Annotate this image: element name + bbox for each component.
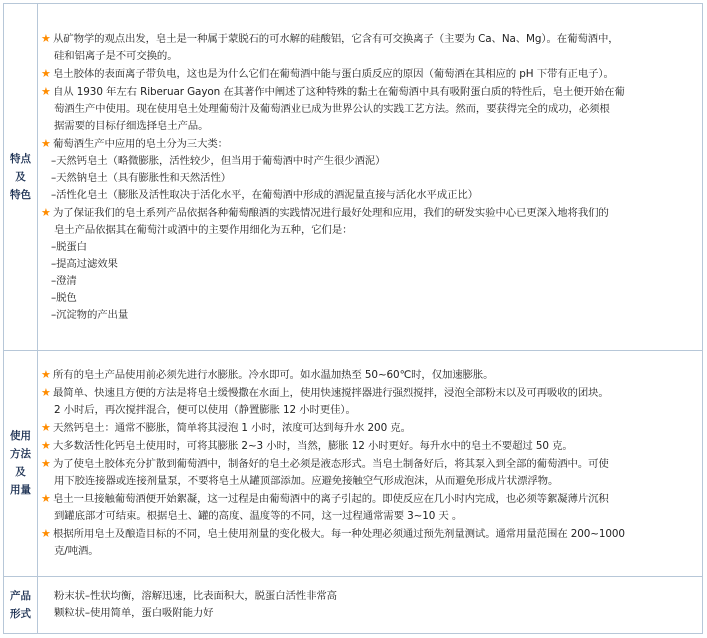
usage-line (41, 543, 698, 560)
usage-line-text: 2 小时后，再次搅拌混合，便可以使用（静置膨胀 12 小时更佳）。 (54, 404, 356, 417)
features-line (41, 273, 698, 290)
features-line-text: –沉淀物的产出量 (51, 308, 129, 321)
features-line (41, 48, 698, 65)
features-line-text: –天然钙皂土（略微膨胀，活性较少，但当用于葡萄酒中时产生很少酒泥） (51, 154, 386, 167)
usage-line-text: 到罐底部才可结束。根据皂土、罐的高度、温度等的不同，这一过程通常需要 3~10 天 。 (54, 510, 463, 523)
forms-label-line: 产品 (10, 589, 31, 602)
features-line (41, 256, 698, 273)
usage-label-line: 方法 (10, 448, 31, 461)
features-line-text: –提高过滤效果 (51, 257, 118, 270)
features-line-text: –脱色 (51, 291, 77, 304)
usage-label-line: 使用 (10, 430, 31, 443)
star-icon: ★ (41, 492, 51, 506)
features-content (38, 4, 703, 351)
features-label (4, 4, 38, 351)
forms-content (38, 576, 703, 633)
star-icon: ★ (41, 439, 51, 453)
features-line-text: 皂土产品依据其在葡萄汁或酒中的主要作用细化为五种，它们是： (54, 223, 353, 236)
forms-line-text: 颗粒状–使用简单，蛋白吸附能力好 (54, 606, 214, 619)
usage-line-text: 所有的皂土产品使用前必须先进行水膨胀。冷水即可。如水温加热至 50~60℃时，仅加速膨胀。 (53, 369, 494, 382)
star-icon: ★ (41, 527, 51, 541)
usage-line (41, 490, 698, 508)
features-line (41, 204, 698, 222)
forms-label (4, 576, 38, 633)
star-icon: ★ (41, 368, 51, 382)
features-line (41, 135, 698, 153)
features-line (41, 65, 698, 83)
usage-line (41, 473, 698, 490)
usage-line-text: 皂土一旦接触葡萄酒便开始絮凝，这一过程是由葡萄酒中的离子引起的。即使反应在几小时内完成，也必须等絮凝薄片沉积 (53, 493, 609, 506)
features-line (41, 187, 698, 204)
usage-line-text: 大多数活性化钙皂土使用时，可将其膨胀 2~3 小时，当然，膨胀 12 小时更好。每升水中的皂土不要超过 50 克。 (53, 440, 573, 453)
features-line-text: 从矿物学的观点出发，皂土是一种属于蒙脱石的可水解的硅酸铝，它含有可交换离子（主要为 Ca、Na、Mg）。在葡萄酒中， (53, 32, 619, 45)
star-icon: ★ (41, 84, 51, 98)
star-icon: ★ (41, 457, 51, 471)
features-line (41, 239, 698, 256)
usage-line (41, 419, 698, 437)
usage-line (41, 437, 698, 455)
features-line (41, 101, 698, 118)
features-label-line: 特点 (10, 152, 31, 165)
features-row (4, 4, 703, 351)
features-line-text: –澄清 (51, 274, 77, 287)
features-line (41, 83, 698, 101)
usage-line-text: 用下胶连接器或连接剂量泵，不要将皂土从罐顶部添加。应避免接触空气形成泡沫，从而避免形成片状漂浮物。 (54, 475, 559, 488)
star-icon: ★ (41, 31, 51, 45)
usage-line (41, 508, 698, 525)
features-line-text: 皂土胶体的表面离子带负电，这也是为什么它们在葡萄酒中能与蛋白质反应的原因（葡萄酒在其相应的 pH 下带有正电子）。 (53, 67, 614, 80)
features-line (41, 290, 698, 307)
features-line (41, 118, 698, 135)
usage-line (41, 366, 698, 384)
features-label-line: 特色 (10, 188, 31, 201)
usage-line-text: 根据所用皂土及酿造目标的不同，皂土使用剂量的变化极大。每一种处理必须通过预先剂量测试。通常用量范围在 200~1000 (53, 528, 625, 541)
usage-line-text: 为了使皂土胶体充分扩散到葡萄酒中，制备好的皂土必须是液态形式。当皂土制备好后，将其泵入到全部的葡萄酒中。可使 (53, 458, 609, 471)
features-line (41, 222, 698, 239)
features-line-text: 为了保证我们的皂土系列产品依据各种葡萄酿酒的实践情况进行最好处理和应用，我们的研发实验中心已更深入地将我们的 (53, 206, 609, 219)
forms-label-line: 形式 (10, 607, 31, 620)
star-icon: ★ (41, 205, 51, 219)
star-icon: ★ (41, 421, 51, 435)
usage-label-line: 及 (15, 466, 26, 479)
usage-line-text: 天然钙皂土：通常不膨胀，简单将其浸泡 1 小时，浓度可达到每升水 200 克。 (53, 422, 411, 435)
forms-line (41, 605, 698, 622)
usage-label-line: 用量 (10, 484, 31, 497)
features-line-text: –天然钠皂土（具有膨胀性和天然活性） (51, 171, 232, 184)
forms-line (41, 588, 698, 605)
features-line-text: –脱蛋白 (51, 240, 87, 253)
forms-line-text: 粉末状–性状均衡，溶解迅速，比表面积大，脱蛋白活性非常高 (54, 589, 337, 602)
features-label-line: 及 (15, 170, 26, 183)
features-line (41, 153, 698, 170)
usage-line (41, 455, 698, 473)
usage-line-text: 克/吨酒。 (54, 545, 99, 558)
usage-line-text: 最简单、快速且方便的方法是将皂土缓慢撒在水面上，使用快速搅拌器进行强烈搅拌，浸泡全部粉末以及可再吸收的团块。 (53, 387, 609, 400)
features-line-text: 据需要的目标仔细选择皂土产品。 (54, 119, 209, 132)
features-line-text: 自从 1930 年左右 Riberuar Gayon 在其著作中阐述了这种特殊的黏土在葡萄酒中具有吸附蛋白质的特性后，皂土便开始在葡 (53, 85, 625, 98)
star-icon: ★ (41, 386, 51, 400)
star-icon: ★ (41, 66, 51, 80)
features-line-text: –活性化皂土（膨胀及活性取决于活化水平，在葡萄酒中形成的酒泥量直接与活化水平成正比） (51, 188, 479, 201)
star-icon: ★ (41, 136, 51, 150)
usage-line (41, 402, 698, 419)
usage-content (38, 350, 703, 576)
usage-line (41, 384, 698, 402)
features-line-text: 萄酒生产中使用。现在使用皂土处理葡萄汁及葡萄酒业已成为世界公认的实践工艺方法。然而，要获得完全的成功，必须根 (54, 102, 610, 115)
features-line (41, 30, 698, 48)
product-info-table (3, 3, 703, 634)
features-line (41, 307, 698, 324)
features-line-text: 葡萄酒生产中应用的皂土分为三大类： (53, 137, 228, 150)
usage-row (4, 350, 703, 576)
features-line (41, 170, 698, 187)
usage-line (41, 525, 698, 543)
features-line-text: 硅和铝离子是不可交换的。 (54, 49, 178, 62)
forms-row (4, 576, 703, 633)
usage-label (4, 350, 38, 576)
